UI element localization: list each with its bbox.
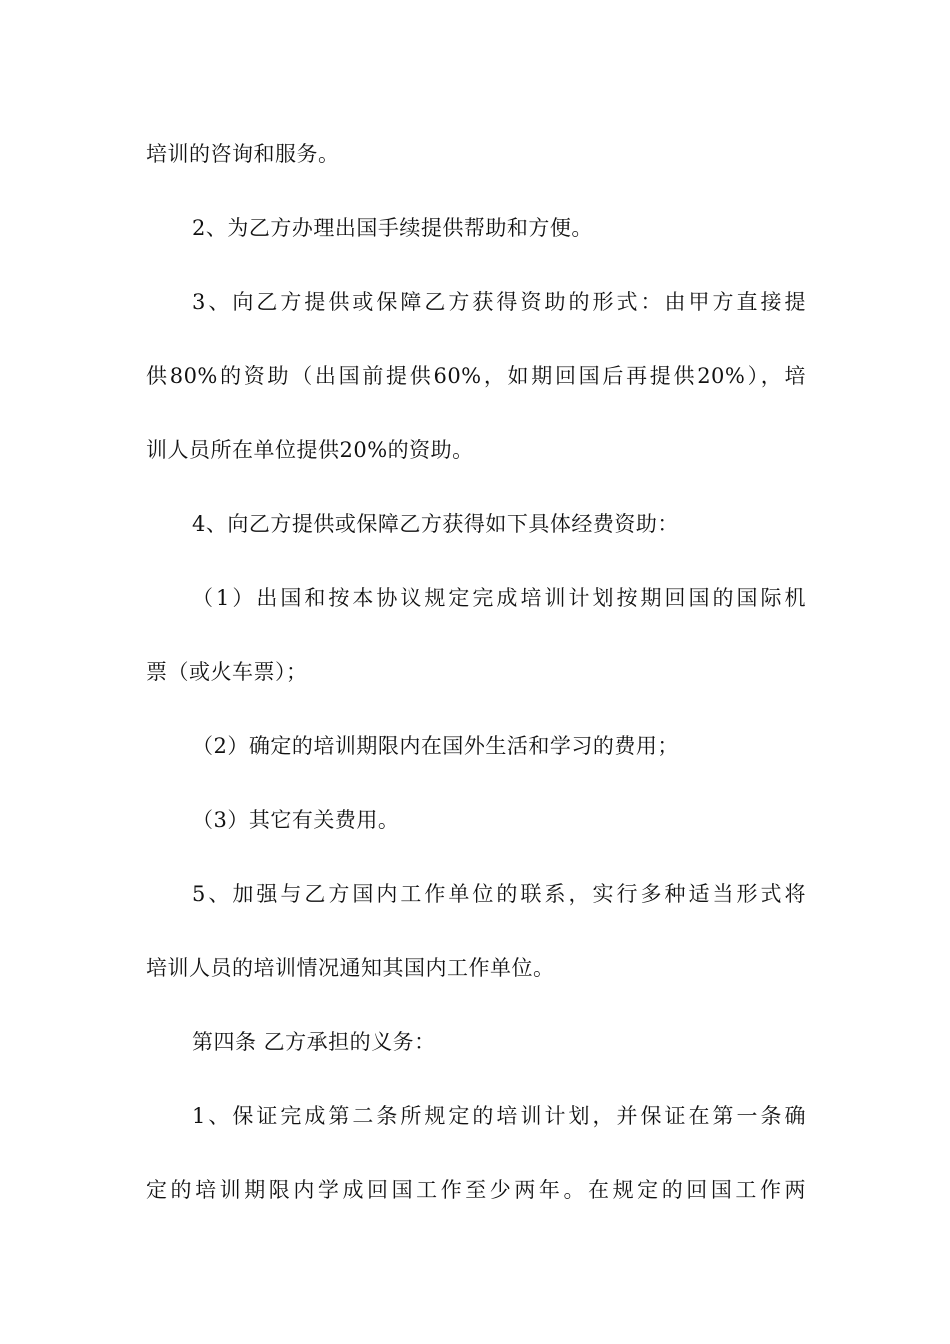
paragraph-line: 培训的咨询和服务。 (146, 142, 340, 166)
paragraph-line: 训人员所在单位提供20%的资助。 (146, 438, 474, 462)
paragraph-line: 票（或火车票）； (146, 660, 308, 684)
paragraph-line: （2）确定的培训期限内在国外生活和学习的费用； (192, 734, 679, 758)
paragraph-line: 培训人员的培训情况通知其国内工作单位。 (146, 956, 555, 980)
paragraph-line: 3、向乙方提供或保障乙方获得资助的形式：由甲方直接提 (192, 290, 806, 314)
paragraph-line: （3）其它有关费用。 (192, 808, 400, 832)
paragraph-line: 1、保证完成第二条所规定的培训计划，并保证在第一条确 (192, 1104, 806, 1128)
paragraph-line: （1）出国和按本协议规定完成培训计划按期回国的国际机 (192, 586, 806, 610)
section-heading: 第四条 乙方承担的义务： (192, 1030, 436, 1054)
paragraph-line: 定的培训期限内学成回国工作至少两年。在规定的回国工作两 (146, 1178, 806, 1202)
paragraph-line: 5、加强与乙方国内工作单位的联系，实行多种适当形式将 (192, 882, 806, 906)
paragraph-line: 4、向乙方提供或保障乙方获得如下具体经费资助： (192, 512, 679, 536)
paragraph-line: 2、为乙方办理出国手续提供帮助和方便。 (192, 216, 593, 240)
paragraph-line: 供80%的资助（出国前提供60%，如期回国后再提供20%），培 (146, 364, 806, 388)
